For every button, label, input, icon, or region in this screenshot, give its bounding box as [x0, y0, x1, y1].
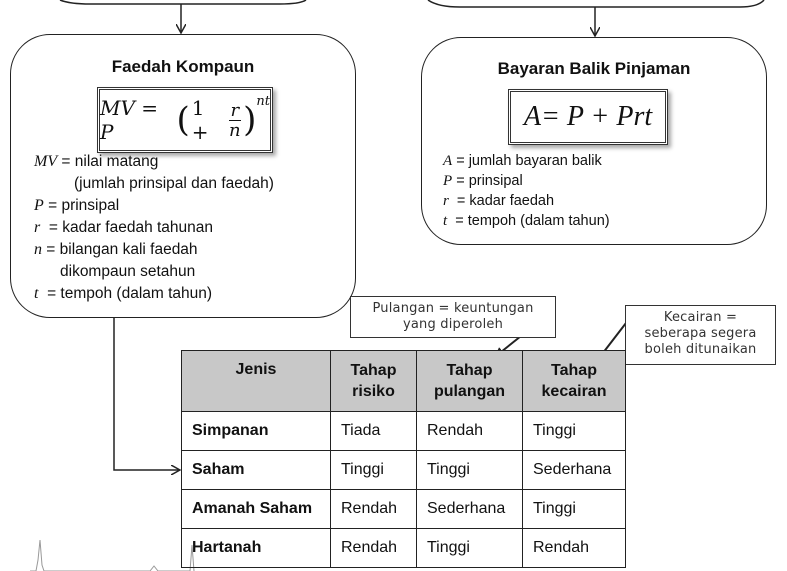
note-line: Kecairan = [663, 310, 738, 325]
def-row: r = kadar faedah tahunan [34, 219, 214, 236]
table-cell: Rendah [523, 529, 626, 568]
top-right-box-edge [428, 0, 764, 7]
kecairan-note [625, 305, 776, 365]
def-row: (jumlah prinsipal dan faedah) [74, 175, 274, 192]
def-row: P = prinsipal [443, 173, 523, 189]
loan-repayment-box [421, 37, 767, 245]
note-line: yang diperoleh [402, 317, 504, 332]
row-label: Amanah Saham [182, 490, 331, 529]
header-pulangan: Tahap pulangan [417, 351, 523, 412]
formula-fraction [229, 101, 242, 140]
header-risiko: Tahap risiko [331, 351, 417, 412]
note-line: seberapa segera [644, 326, 757, 341]
formula-exponent: nt [256, 94, 270, 109]
table-row [182, 451, 626, 490]
def-row: A = jumlah bayaran balik [443, 153, 602, 169]
compound-interest-formula [97, 87, 273, 153]
table-cell: Rendah [331, 490, 417, 529]
table-row [182, 412, 626, 451]
table-row [182, 529, 626, 568]
table-cell: Tinggi [331, 451, 417, 490]
table-cell: Tinggi [417, 529, 523, 568]
table-header-row [182, 351, 626, 412]
table-cell: Sederhana [417, 490, 523, 529]
def-row: MV = nilai matang [34, 153, 159, 170]
formula-one-plus: 1 + [191, 96, 209, 144]
signal-fragment [30, 540, 194, 571]
formula-lhs: MV = P [100, 96, 159, 144]
compound-interest-definitions [34, 151, 274, 305]
formula-numerator: r [230, 99, 240, 121]
row-label: Simpanan [182, 412, 331, 451]
row-label: Hartanah [182, 529, 331, 568]
def-row: r = kadar faedah [443, 193, 555, 209]
table-cell: Sederhana [523, 451, 626, 490]
table-cell: Rendah [331, 529, 417, 568]
pulangan-note [350, 296, 556, 338]
loan-repayment-definitions [443, 151, 610, 231]
formula-paren-open: ( [176, 100, 190, 140]
arrow-to-saham-row [114, 318, 179, 470]
table-cell: Tinggi [417, 451, 523, 490]
top-left-box-edge [60, 0, 306, 4]
formula-denominator: n [229, 119, 241, 141]
table-row [182, 490, 626, 529]
header-kecairan: Tahap kecairan [523, 351, 626, 412]
loan-repayment-formula: A= P + Prt [508, 89, 668, 145]
header-jenis: Jenis [182, 351, 331, 412]
compound-interest-box [10, 34, 356, 318]
def-row: n = bilangan kali faedah [34, 241, 198, 258]
investment-table [181, 350, 626, 568]
table-cell: Tiada [331, 412, 417, 451]
note-line: boleh ditunaikan [644, 342, 757, 357]
table-cell: Tinggi [523, 490, 626, 529]
def-row: P = prinsipal [34, 197, 120, 214]
table-cell: Rendah [417, 412, 523, 451]
def-row: dikompaun setahun [60, 263, 196, 280]
compound-interest-title: Faedah Kompaun [111, 57, 255, 76]
def-row: t = tempoh (dalam tahun) [443, 213, 610, 229]
loan-repayment-title: Bayaran Balik Pinjaman [497, 59, 691, 78]
def-row: t = tempoh (dalam tahun) [34, 285, 213, 302]
row-label: Saham [182, 451, 331, 490]
note-line: Pulangan = keuntungan [372, 301, 534, 316]
table-cell: Tinggi [523, 412, 626, 451]
formula-paren-close: ) [243, 100, 257, 140]
